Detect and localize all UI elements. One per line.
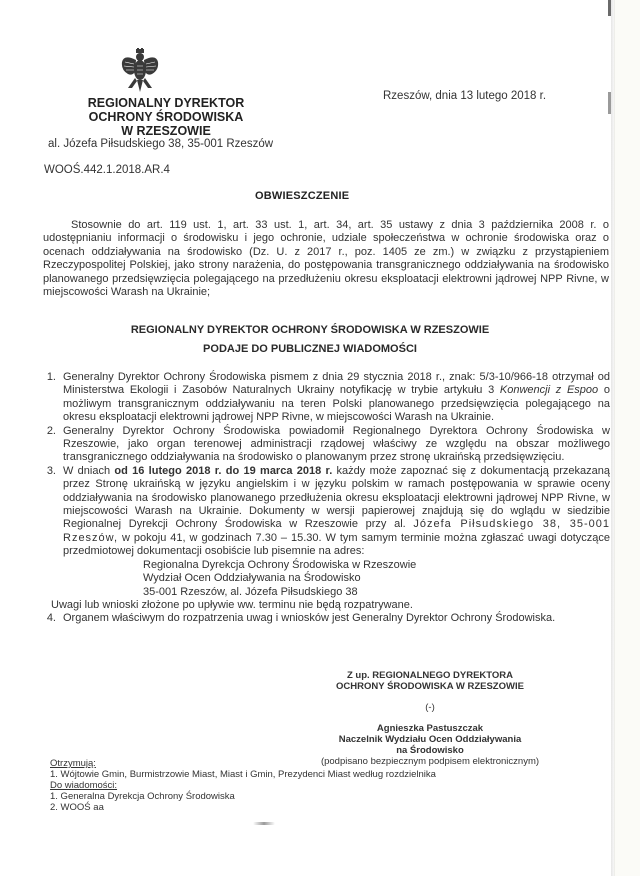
intro-paragraph [43,219,609,299]
intro-text: Stosownie do art. 119 ust. 1, art. 33 ust. 1, art. 34, art. 35 ustawy z dnia 3 października 2008 r. o udostępnianiu informacji o środowisku i jego ochronie, udziale społeczeństwa w ochronie środowiska oraz o ocenach oddziaływania na środowisko (Dz. U. z 2017 r., poz. 1405 ze zm.) w związku z przystąpieniem Rzeczypospolitej Polskiej, jako strony narażenia, do postępowania transgranicznego oddziaływania na środowisko planowanego przedsięwzięcia polegającego na przedłużeniu okresu eksploatacji elektrowni jądrowej NPP Rivne, w miejscowości Warash na Ukrainie; [43,219,609,299]
item-text-italic: Konwencji z Espoo [499,384,599,397]
scan-artifact [253,822,275,825]
issuer-line: OCHRONY ŚRODOWISKA [88,110,244,124]
polish-eagle-emblem-icon [120,48,160,94]
signatory-name: Agnieszka Pastuszczak [376,723,484,734]
distribution-list [50,758,436,813]
address-line: Regionalna Dyrekcja Ochrony Środowiska w Rzeszowie [143,558,417,571]
issuer-line: REGIONALNY DYREKTOR [87,96,245,110]
item-text: W dniach [63,464,115,477]
signature-note: (podpisano bezpiecznym podpisem elektronicznym) [320,756,540,767]
recipient-item: 1. Wójtowie Gmin, Burmistrzowie Miast, Miast i Gmin, Prezydenci Miast według rozdzielnika [50,769,436,780]
list-number: 4. [46,612,56,625]
list-number: 2. [46,424,56,437]
item-text: Organem właściwym do rozpatrzenia uwag i wniosków jest Generalny Dyrektor Ochrony Środowiska. [63,612,556,625]
signature-authority-line: OCHRONY ŚRODOWISKA W RZESZOWIE [336,681,524,692]
mailing-address [63,559,610,599]
item-text: każdy może zapoznać się z dokumentacją przekazaną przez Stronę ukraińską w języku angielskim i w języku polskim w ramach postępowania w sprawie oceny oddziaływania na środowisko planowanego przedłużenia okresu eksploatacji elektrowni jądrowej NPP Rivne, w miejscowości Warash na Ukrainie. Dokumenty w wersji papierowej znajdują się do wglądu w siedzibie Regionalnej Dyrekcji Ochrony Środowiska w Rzeszowie przy al. [63,464,610,531]
list-item [36,425,610,465]
announcement-heading [60,321,560,359]
cc-item: 2. WOOŚ aa [50,802,104,813]
list-number: 1. [46,371,56,383]
numbered-list [36,371,610,626]
address-line: 35-001 Rzeszów, al. Józefa Piłsudskiego 38 [143,585,358,598]
list-item [36,371,610,425]
scan-edge-strip [614,0,640,876]
heading-line: REGIONALNY DYREKTOR OCHRONY ŚRODOWISKA W RZESZOWIE [130,324,490,336]
recipients-label: Otrzymują: [50,758,96,769]
signature-mark: (-) [425,702,435,713]
signatory-role: na Środowisko [396,745,464,756]
scan-edge-mark [608,92,611,114]
item-text: Generalny Dyrektor Ochrony Środowiska powiadomił Regionalnego Dyrektora Ochrony Środowiska w Rzeszowie, jako organ terenowej administracji rządowej właściwy ze względu na obszar możliwego transgranicznego oddziaływania na środowisko o planowanym przez stronę ukraińską przedsięwzięciu. [63,424,610,464]
item-text: Generalny Dyrektor Ochrony Środowiska pismem z dnia 29 stycznia 2018 r., znak: 5/3-10/966-18 otrzymał od Ministerstwa Ekologii i Zasobów Naturalnych Ukrainy notyfikację w trybie artykułu 3 [63,371,610,397]
issuer-line: W RZESZOWIE [121,124,211,138]
item-text: o możliwym transgranicznym oddziaływaniu na teren Polski planowanego przedsięwzięcia polegającego na okresu eksploatacji elektrowni jądrowej NPP Rivne, w miejscowości Warash na Ukrainie. [63,384,610,424]
address-line: Wydział Ocen Oddziaływania na Środowisko [143,572,361,585]
deadline-note: Uwagi lub wnioski złożone po upływie ww. terminu nie będą rozpatrywane. [51,598,413,611]
list-item [36,465,610,612]
reference-number: WOOŚ.442.1.2018.AR.4 [44,164,170,176]
signature-authority-line: Z up. REGIONALNEGO DYREKTORA [346,670,514,681]
document-date: Rzeszów, dnia 13 lutego 2018 r. [383,90,547,102]
issuer-name [40,96,292,138]
scan-edge-mark [608,0,611,16]
list-number: 3. [46,464,56,477]
list-item [36,612,610,625]
issuer-address: al. Józefa Piłsudskiego 38, 35-001 Rzeszów [48,138,274,150]
item-text-spaced: Józefa Piłsudskiego 38, 35-001 Rzeszów, [63,518,610,544]
item-text: w pokoju 41, w godzinach 7.30 – 15.30. W tym samym terminie można zgłaszać uwagi dotyczące przedmiotowej dokumentacji osobiście lub pisemnie na adres: [63,531,610,558]
item-text-bold: od 16 lutego 2018 r. do 19 marca 2018 r. [114,464,333,477]
signatory-role: Naczelnik Wydziału Ocen Oddziaływania [338,734,522,745]
cc-item: 1. Generalna Dyrekcja Ochrony Środowiska [50,791,235,802]
signature-block [280,670,580,767]
cc-label: Do wiadomości: [50,780,118,791]
document-title: OBWIESZCZENIE [255,190,350,202]
heading-line: PODAJE DO PUBLICZNEJ WIADOMOŚCI [203,343,417,355]
